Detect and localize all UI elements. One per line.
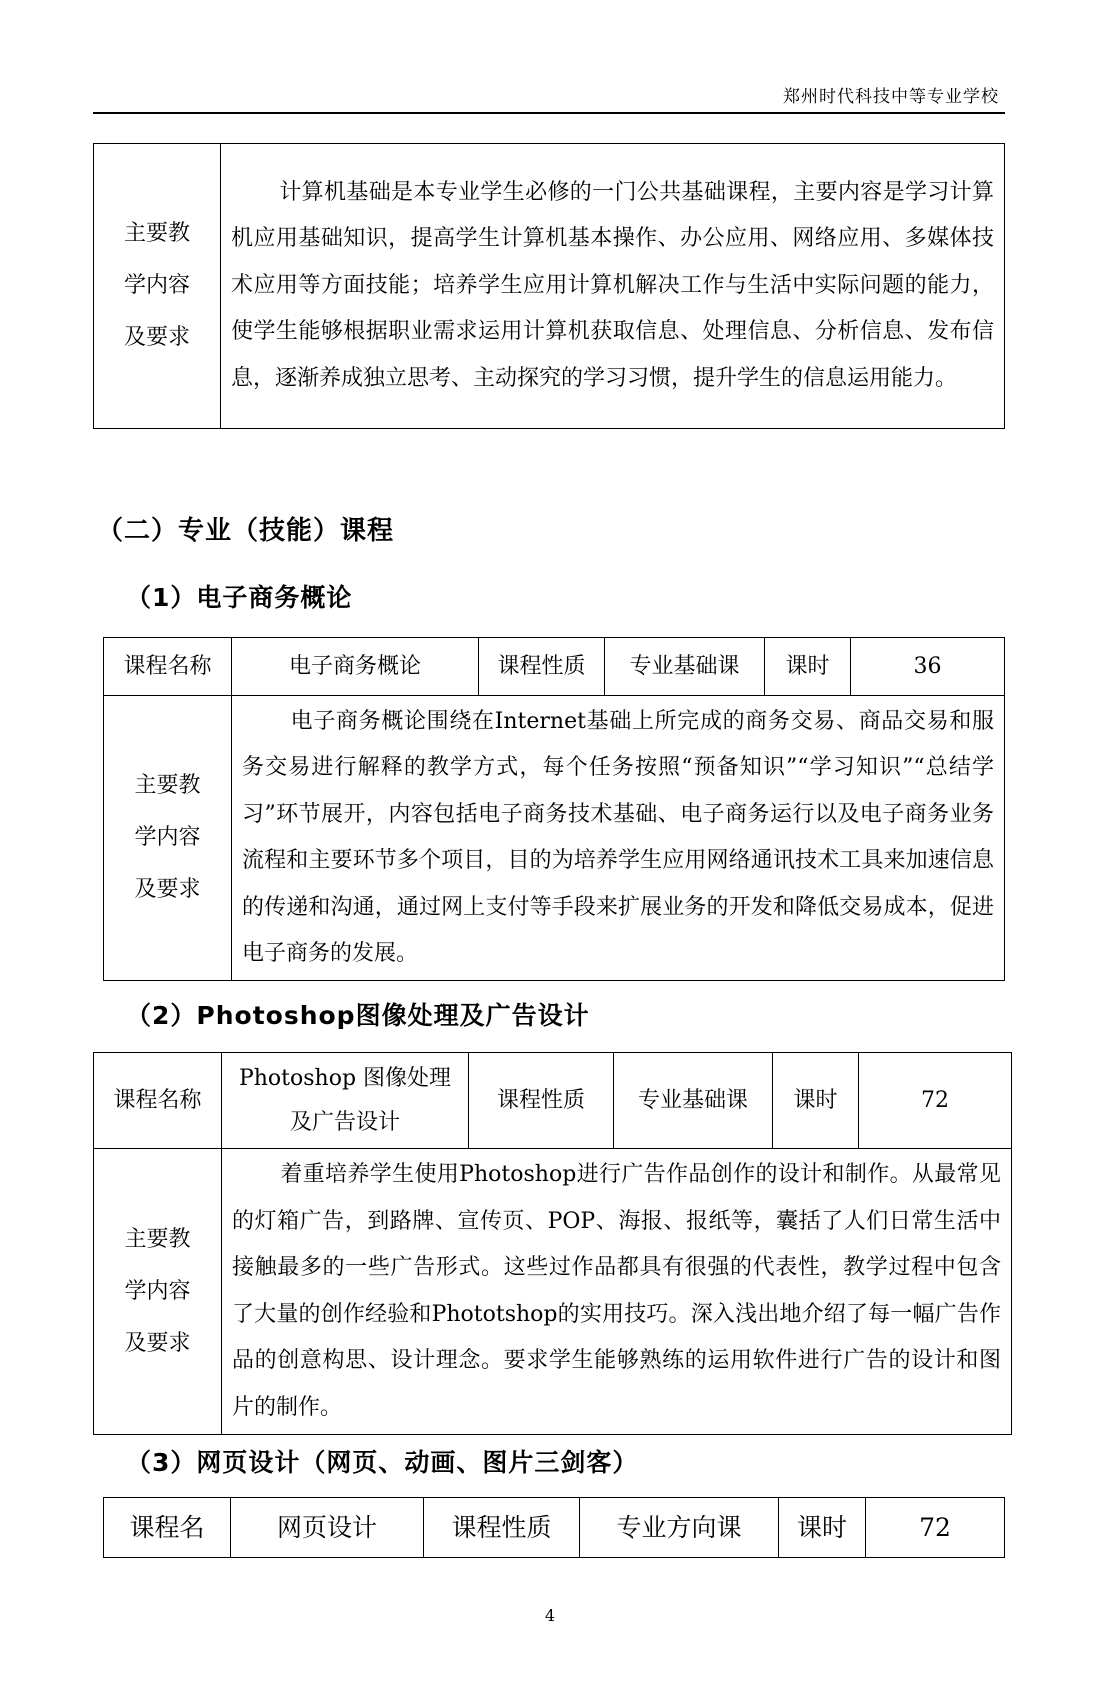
course-2-heading: （2）Photoshop图像处理及广告设计 — [126, 1001, 590, 1030]
page-header — [93, 78, 1005, 114]
course-content-label-line: 学内容 — [124, 1278, 191, 1304]
intro-table — [93, 143, 1005, 429]
course-content: 着重培养学生使用Photoshop进行广告作品创作的设计和制作。从最常见的灯箱广告，到路牌、宣传页、POP、海报、报纸等，囊括了人们日常生活中接触最多的一些广告形式。这些过作品都具有很强的代表性，教学过程中包含了大量的创作经验和Phototshop的实用技巧。深入浅出地介绍了每一幅广告作品的创意构思、设计理念。要求学生能够熟练的运用软件进行广告的设计和图片的制作。 — [232, 1162, 1001, 1420]
course-1-table — [103, 637, 1005, 981]
course-hours-value: 36 — [851, 638, 1005, 696]
course-3-table — [103, 1497, 1005, 1558]
course-nature-value: 专业方向课 — [580, 1498, 779, 1558]
course-name-line: Photoshop 图像处理 — [238, 1065, 452, 1091]
course-name-value — [222, 1053, 469, 1149]
course-content-cell — [232, 696, 1005, 981]
course-name-value: 电子商务概论 — [232, 638, 479, 696]
course-name-label: 课程名 — [104, 1498, 231, 1558]
course-2-table — [93, 1052, 1012, 1435]
course-name-label: 课程名称 — [94, 1053, 222, 1149]
intro-content: 计算机基础是本专业学生必修的一门公共基础课程，主要内容是学习计算机应用基础知识，提高学生计算机基本操作、办公应用、网络应用、多媒体技术应用等方面技能；培养学生应用计算机解决工作与生活中实际问题的能力，使学生能够根据职业需求运用计算机获取信息、处理信息、分析信息、发布信息，逐渐养成独立思考、主动探究的学习习惯，提升学生的信息运用能力。 — [231, 179, 994, 391]
page-number: 4 — [544, 1606, 556, 1625]
course-content-label-line: 学内容 — [134, 825, 201, 850]
course-nature-value: 专业基础课 — [605, 638, 765, 696]
course-name-value: 网页设计 — [231, 1498, 424, 1558]
intro-content-cell — [221, 144, 1005, 429]
course-name-line: 及广告设计 — [289, 1109, 400, 1135]
course-hours-label: 课时 — [779, 1498, 866, 1558]
course-content-cell — [222, 1149, 1012, 1435]
course-content: 电子商务概论围绕在Internet基础上所完成的商务交易、商品交易和服务交易进行解释的教学方式，每个任务按照“预备知识”“学习知识”“总结学习”环节展开，内容包括电子商务技术基础、电子商务运行以及电子商务业务流程和主要环节多个项目，目的为培养学生应用网络通讯技术工具来加速信息的传递和沟通，通过网上支付等手段来扩展业务的开发和降低交易成本，促进电子商务的发展。 — [242, 708, 994, 966]
section-heading: （二）专业（技能）课程 — [97, 516, 395, 546]
course-3-heading: （3）网页设计（网页、动画、图片三剑客） — [126, 1448, 639, 1477]
course-content-label-line: 及要求 — [134, 877, 201, 902]
course-hours-label: 课时 — [773, 1053, 859, 1149]
intro-label-line: 及要求 — [123, 325, 190, 350]
course-content-label-line: 主要教 — [134, 773, 201, 798]
course-content-label-line: 主要教 — [124, 1226, 191, 1252]
course-content-label-cell — [94, 1149, 222, 1435]
intro-label-line: 学内容 — [123, 273, 190, 298]
course-content-label-line: 及要求 — [124, 1330, 191, 1356]
course-nature-label: 课程性质 — [424, 1498, 580, 1558]
course-name-label: 课程名称 — [104, 638, 232, 696]
course-hours-label: 课时 — [765, 638, 851, 696]
course-nature-label: 课程性质 — [469, 1053, 614, 1149]
school-name: 郑州时代科技中等专业学校 — [783, 87, 999, 107]
course-nature-value: 专业基础课 — [614, 1053, 773, 1149]
intro-label-line: 主要教 — [123, 221, 190, 246]
course-hours-value: 72 — [859, 1053, 1012, 1149]
intro-label-cell — [94, 144, 221, 429]
course-1-heading: （1）电子商务概论 — [126, 583, 353, 612]
course-content-label-cell — [104, 696, 232, 981]
course-hours-value: 72 — [866, 1498, 1005, 1558]
course-nature-label: 课程性质 — [479, 638, 605, 696]
